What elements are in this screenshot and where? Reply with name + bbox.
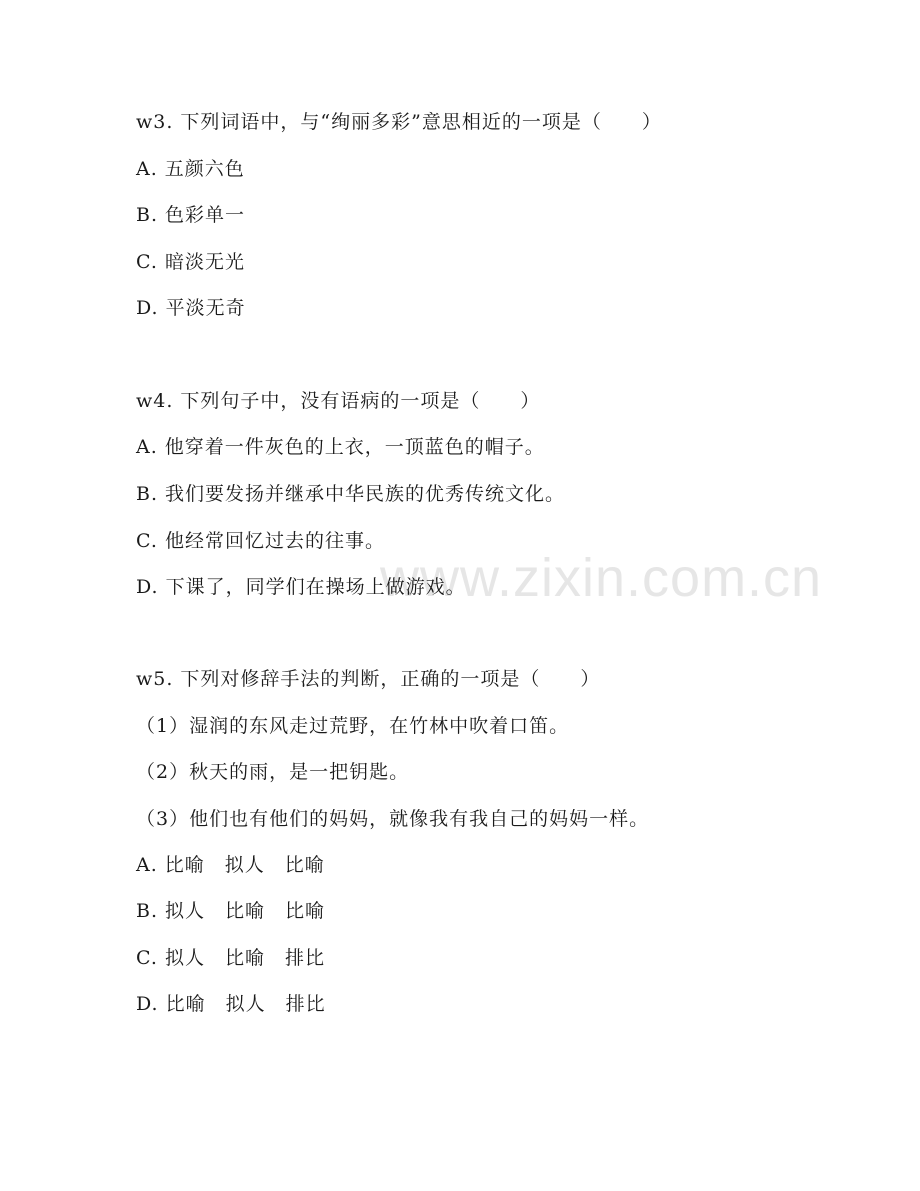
sentence-1: （1）湿润的东风走过荒野，在竹林中吹着口笛。 <box>136 715 570 737</box>
option-b: B. 我们要发扬并继承中华民族的优秀传统文化。 <box>136 483 566 505</box>
option-a: A. 比喻 拟人 比喻 <box>136 854 325 876</box>
option-d: D. 比喻 拟人 排比 <box>136 993 326 1015</box>
option-b: B. 拟人 比喻 比喻 <box>136 900 326 922</box>
watermark: www.zixin.com.cn <box>380 548 823 608</box>
question-stem: w5. 下列对修辞手法的判断，正确的一项是（ ） <box>136 668 601 690</box>
option-a: A. 他穿着一件灰色的上衣，一顶蓝色的帽子。 <box>136 436 545 458</box>
sentence-2: （2）秋天的雨，是一把钥匙。 <box>136 761 410 783</box>
question-stem: w3. 下列词语中，与“绚丽多彩”意思相近的一项是（ ） <box>136 111 662 133</box>
sentence-3: （3）他们也有他们的妈妈，就像我有我自己的妈妈一样。 <box>136 808 650 830</box>
option-b: B. 色彩单一 <box>136 204 246 226</box>
option-c: C. 拟人 比喻 排比 <box>136 947 325 969</box>
question-stem: w4. 下列句子中，没有语病的一项是（ ） <box>136 390 541 412</box>
option-d: D. 下课了，同学们在操场上做游戏。 <box>136 576 466 598</box>
option-c: C. 暗淡无光 <box>136 251 245 273</box>
option-d: D. 平淡无奇 <box>136 297 246 319</box>
option-c: C. 他经常回忆过去的往事。 <box>136 530 385 552</box>
option-a: A. 五颜六色 <box>136 158 245 180</box>
